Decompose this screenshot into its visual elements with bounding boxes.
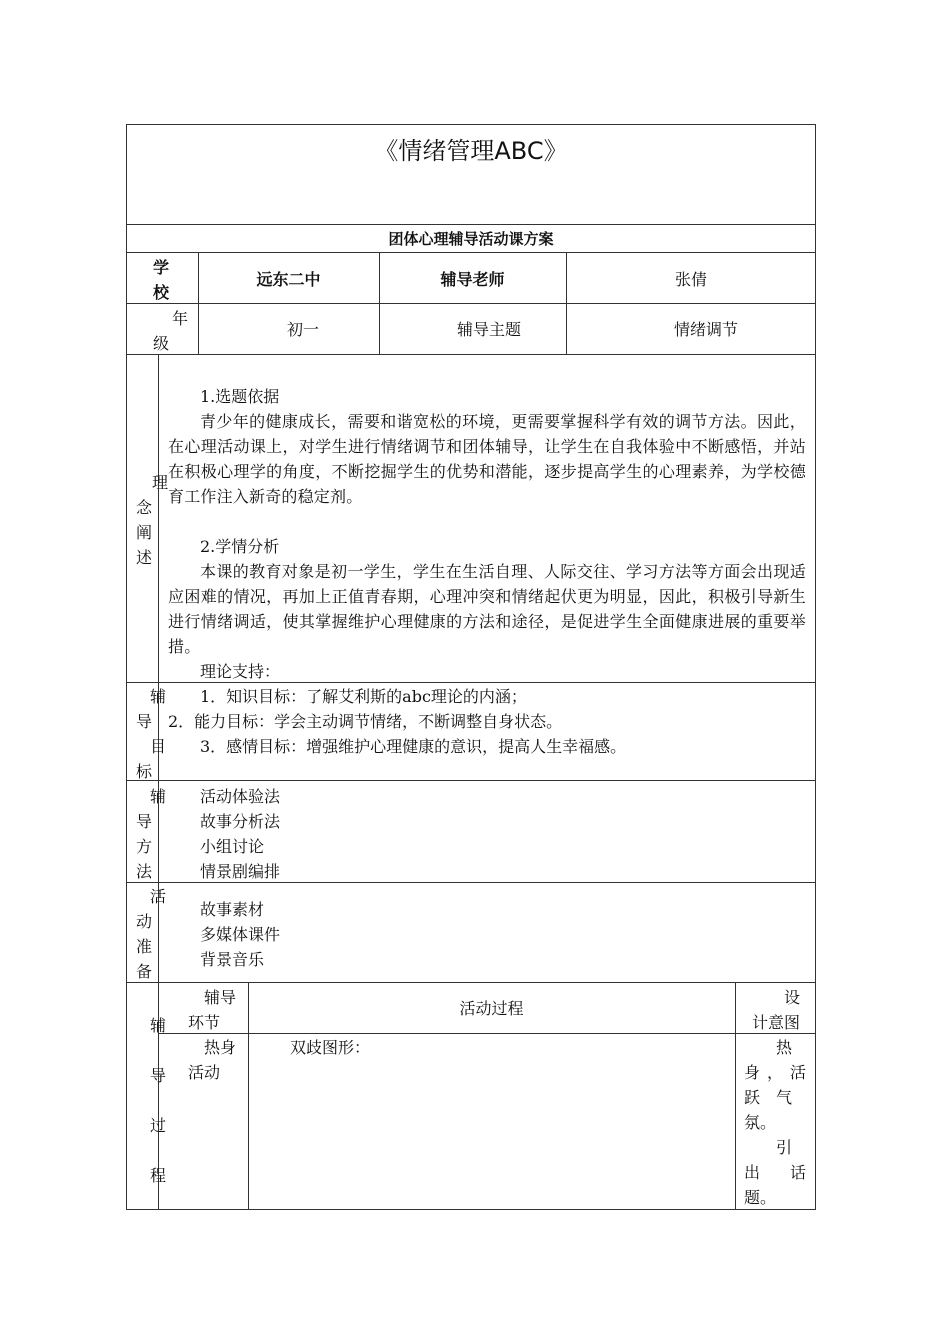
process-label: 程	[150, 1166, 167, 1185]
goals-label: 导	[136, 712, 153, 731]
rationale-label: 阐	[136, 523, 153, 542]
rationale-label: 念	[136, 498, 153, 517]
goals-label: 辅	[150, 687, 167, 706]
intent-cell: 引	[776, 1138, 793, 1157]
prep-label: 动	[136, 912, 153, 931]
prep-label: 活	[150, 887, 167, 906]
school-value: 远东二中	[256, 270, 321, 289]
intent-cell: 热	[776, 1038, 793, 1057]
methods-label: 方	[136, 837, 153, 856]
methods-label: 辅	[150, 787, 167, 806]
divider	[158, 1033, 816, 1034]
rationale-paragraph: 青少年的健康成长，需要和谐宽松的环境，更需要掌握科学有效的调节方法。因此，在心理活动课上，对学生进行情绪调节和团体辅导，让学生在自我体验中不断感悟，并站在积极心理学的角度，不断挖掘学生的优势和潜能，逐步提高学生的心理素养，为学校德育工作注入新奇的稳定剂。	[168, 412, 806, 506]
rationale-paragraph: 本课的教育对象是初一学生，学生在生活自理、人际交往、学习方法等方面会出现适应困难的情况，再加上正值青春期，心理冲突和情绪起伏更为明显，因此，积极引导新生进行情绪调适，使其掌握维护心理健康的方法和途径，是促进学生全面健康进展的重要举措。	[168, 562, 806, 656]
rationale-label: 述	[136, 548, 153, 567]
rationale-theory: 理论支持：	[200, 662, 281, 681]
divider	[126, 780, 816, 781]
intent-cell: 跃气	[744, 1088, 806, 1107]
grade-label: 年	[172, 309, 189, 328]
method-item: 小组讨论	[200, 837, 265, 856]
stage-cell: 热身	[204, 1038, 237, 1057]
prep-label: 备	[136, 962, 153, 981]
plan-subtitle: 团体心理辅导活动课方案	[388, 230, 554, 248]
process-label: 辅	[150, 1016, 167, 1035]
rationale-heading: 2.学情分析	[200, 537, 280, 556]
col-header-stage: 环节	[188, 1013, 221, 1032]
theme-value: 情绪调节	[673, 320, 738, 339]
grade-value: 初一	[286, 320, 319, 339]
methods-label: 法	[136, 862, 153, 881]
divider	[126, 303, 816, 304]
stage-cell: 活动	[188, 1063, 221, 1082]
col-header-stage: 辅导	[204, 988, 237, 1007]
divider	[158, 354, 159, 682]
process-cell: 双歧图形：	[290, 1038, 371, 1057]
school-label: 校	[153, 283, 170, 302]
grade-label: 级	[153, 334, 170, 353]
col-header-intent: 设	[784, 988, 801, 1007]
intent-cell: 题。	[744, 1188, 777, 1207]
intent-cell: 身，活	[744, 1063, 806, 1082]
col-header-process: 活动过程	[459, 999, 524, 1018]
divider	[126, 882, 816, 883]
goal-item: 1．知识目标：了解艾利斯的abc理论的内涵；	[200, 687, 527, 706]
goal-item: 3．感情目标：增强维护心理健康的意识，提高人生幸福感。	[200, 737, 627, 756]
school-label: 学	[153, 258, 170, 277]
prep-item: 背景音乐	[200, 950, 265, 969]
divider	[126, 354, 816, 355]
intent-cell: 出话	[744, 1163, 806, 1182]
page-title: 《情绪管理ABC》	[374, 137, 568, 165]
divider	[126, 982, 816, 983]
method-item: 情景剧编排	[200, 862, 281, 881]
rationale-label: 理	[152, 473, 169, 492]
goal-item: 2．能力目标：学会主动调节情绪，不断调整自身状态。	[168, 712, 563, 731]
intent-cell: 氛。	[744, 1113, 777, 1132]
goals-label: 标	[136, 762, 153, 781]
rationale-heading: 1.选题依据	[200, 387, 280, 406]
theme-label: 辅导主题	[456, 320, 521, 339]
process-label: 过	[150, 1116, 167, 1135]
teacher-value: 张倩	[674, 270, 707, 289]
prep-label: 准	[136, 937, 153, 956]
methods-label: 导	[136, 812, 153, 831]
divider	[126, 252, 816, 253]
goals-label: 目	[150, 737, 167, 756]
divider	[735, 982, 736, 1210]
method-item: 活动体验法	[200, 787, 281, 806]
method-item: 故事分析法	[200, 812, 281, 831]
divider	[126, 682, 816, 683]
process-label: 导	[150, 1066, 167, 1085]
teacher-label: 辅导老师	[440, 270, 505, 289]
prep-item: 故事素材	[200, 900, 265, 919]
divider	[126, 224, 816, 225]
prep-item: 多媒体课件	[200, 925, 281, 944]
col-header-intent: 计意图	[752, 1013, 801, 1032]
